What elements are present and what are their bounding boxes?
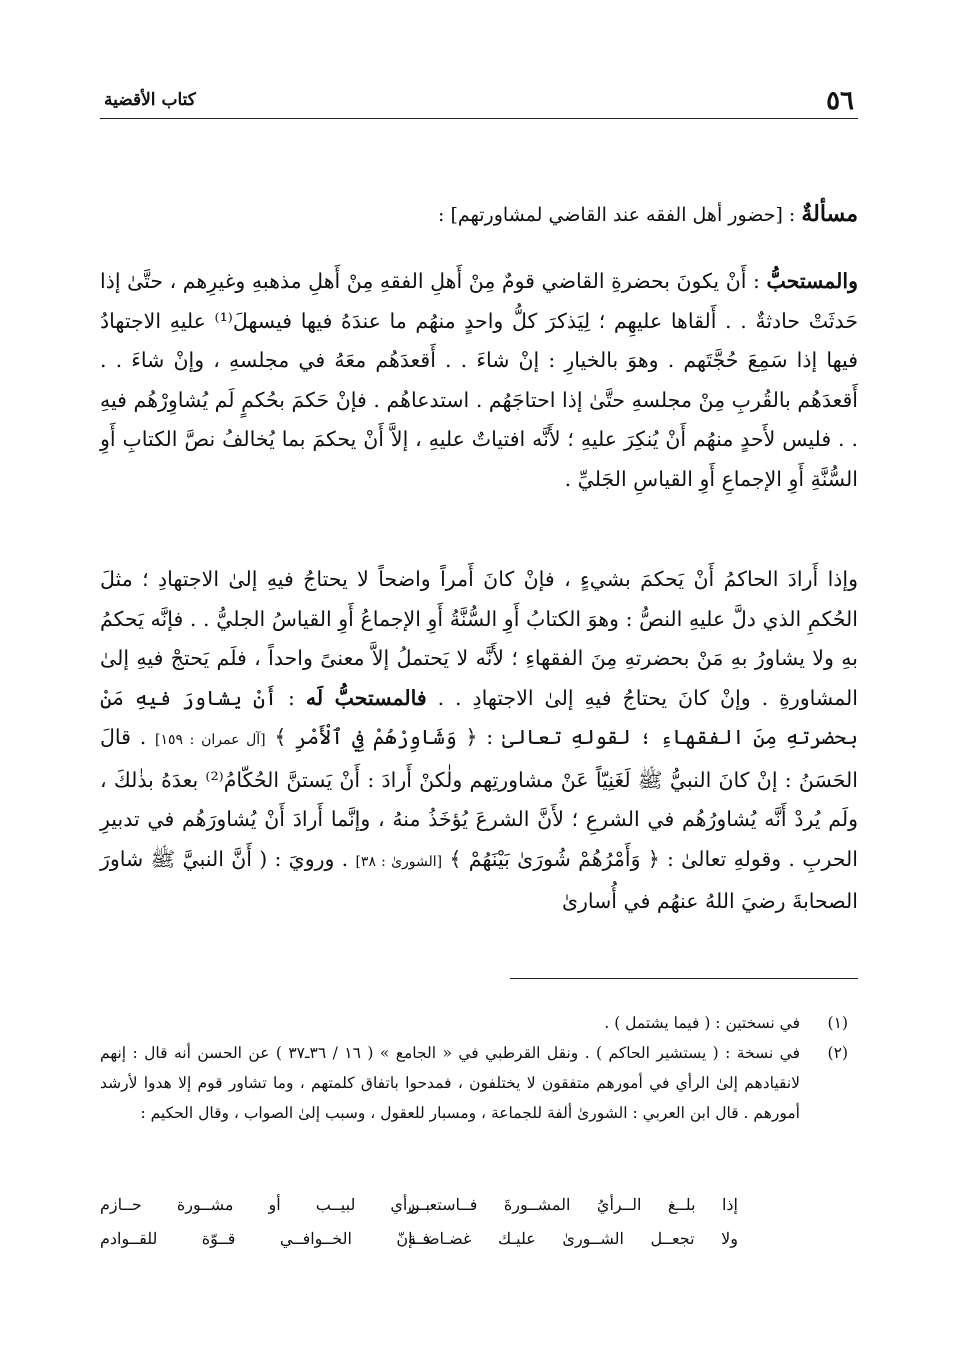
verse-2-second-hemistich: فــإنّ الخــوافــي قــوّة للقــوادم (100, 1229, 430, 1248)
book-title: كتاب الأقضية (104, 90, 196, 110)
quran-reference-1: [آل عمران : ١٥٩] (154, 732, 266, 748)
verse-1-second-hemistich: بــرأي لبيــب أو مشــورة حــازم (100, 1195, 430, 1214)
running-header (100, 82, 858, 116)
verse-2-first-hemistich: ولا تجعــل الشــورىٰ عليـك غضـاضــة (408, 1229, 738, 1248)
paragraph-1 (100, 262, 858, 499)
footnote-text: في نسختين : ( فيما يشتمل ) . (604, 1014, 800, 1032)
footnote-2 (100, 1038, 858, 1128)
poem-verses (100, 1188, 858, 1256)
issue-heading (100, 196, 858, 233)
verse-1-first-hemistich: إذا بلــغ الــرأيُ المشــورةَ فــاستعــن (408, 1195, 738, 1214)
footnotes (100, 1008, 858, 1128)
footnote-rule (510, 978, 858, 979)
page-number: ٥٦ (826, 86, 854, 116)
paragraph-1-text: : أَنْ يكونَ بحضرةِ القاضي قومٌ مِنْ أَهلِ الفقهِ مِنْ أَهلِ مذهبهِ وغيرِهم ، حتَّىٰ إذا حَدثَتْ حادثةٌ . . أَلقاها عليهِم ؛ لِيَذكرَ كلُّ واحدٍ منهُم ما عندَهُ فيها فيسهلَ⁽¹⁾ عليهِ الاجتهادُ فيها إذا سَمِعَ حُجَّتَهم . وهوَ بالخيارِ : إنْ شاءَ . . أَقعدَهُم معَهُ في مجلسهِ ، وإنْ شاءَ . . أَقعدَهُم بالقُربِ مِنْ مجلسهِ حتَّىٰ إذا احتاجَهُم . استدعاهُم . فإنْ حَكمَ بحُكمٍ لَم يُشاوِرْهُم فيهِ . . فليس لأَحدٍ منهُم أَنْ يُنكِرَ عليهِ ؛ لأَنَّه افتياتٌ عليهِ ، إلاَّ أَنْ يحكمَ بما يُخالفُ نصَّ الكتابِ أَوِ السُّنَّةِ أَوِ الإجماعِ أَوِ القياسِ الجَليِّ . (100, 269, 858, 491)
issue-title: : [حضور أهل الفقه عند القاضي لمشاورتهم] : (438, 204, 802, 226)
paragraph-2 (100, 560, 858, 922)
header-rule (100, 118, 858, 119)
paragraph-1-lead: والمستحبُّ (766, 269, 858, 293)
footnote-text: في نسخة : ( يستشير الحاكم ) . ونقل القرطبي في « الجامع » ( ١٦ / ٣٦ـ٣٧ ) عن الحسن أنه قال : إنهم لانقيادهم إلىٰ الرأي في أمورهم متفقون لا يختلفون ، فمدحوا باتفاق كلمتهم ، وما تشاور قوم إلا هدوا لأرشد أمورهم . قال ابن العربي : الشورىٰ ألفة للجماعة ، ومسبار للعقول ، وسبب إلىٰ الصواب ، وقال الحكيم : (100, 1044, 801, 1122)
paragraph-2-text-d: . ورويَ : ( أَنَّ النبيَّ ﷺ شاورَ الصحابةَ رضيَ اللهُ عنهُم في أُسارىٰ (100, 846, 858, 913)
footnote-number: (٢) (827, 1044, 848, 1062)
paragraph-2-text-a: وإذا أَرادَ الحاكمُ أَنْ يَحكمَ بشيءٍ ، فإنْ كانَ أَمراً واضحاً لا يحتاجُ فيهِ إلىٰ الاجتهادِ ؛ مثلَ الحُكمِ الذي دلَّ عليهِ النصُّ : وهوَ الكتابُ أَوِ السُّنَّةُ أَوِ الإجماعُ أَوِ القياسُ الجليُّ . . فإنَّه يَحكمُ بهِ ولا يشاورُ بهِ مَنْ بحضرتهِ مِنَ الفقهاءِ ؛ لأَنَّه لا يَحتملُ إلاَّ معنىً واحداً ، فلَم يَحتجْ فيهِ إلىٰ المشاورةِ . وإنْ كانَ يحتاجُ فيهِ إلىٰ الاجتهادِ . . (100, 567, 858, 710)
paragraph-2-text-c: . قالَ الحَسَنُ : إنْ كانَ النبيُّ ﷺ لَغَنِيّاً عَنْ مشاورتِهم ولٰكنْ أَرادَ : أَنْ يَستنَّ الحُكّامُ⁽²⁾ بعدَهُ بذٰلكَ ، ولَم يُردْ أَنَّه يُشاورُهُم في الشرعِ ؛ لأَنَّ الشرعَ يُؤخَذُ منهُ ، وإنَّما أَرادَ أَنْ يُشاورَهُم في تدبيرِ الحربِ . وقولهِ تعالىٰ : ﴿ وَأَمْرُهُمْ شُورَىٰ بَيْنَهُمْ ﴾ (100, 725, 858, 871)
verse-2 (100, 1222, 858, 1256)
footnote-1 (100, 1008, 858, 1038)
paragraph-2-text-b: : أَنْ يشاورَ فيهِ مَنْ بحضرتهِ مِنَ الفقهاءِ ؛ لقولهِ تعالىٰ : ﴿ وَشَاوِرْهُمْ فِي ٱلْأَمْرِ ﴾ (100, 685, 859, 749)
footnote-number: (١) (827, 1014, 848, 1032)
issue-label: مسألةٌ (801, 201, 858, 227)
quran-reference-2: [الشورىٰ : ٣٨] (355, 853, 443, 870)
verse-1 (100, 1188, 858, 1222)
paragraph-2-lead: فالمستحبُّ لَه (305, 685, 427, 710)
